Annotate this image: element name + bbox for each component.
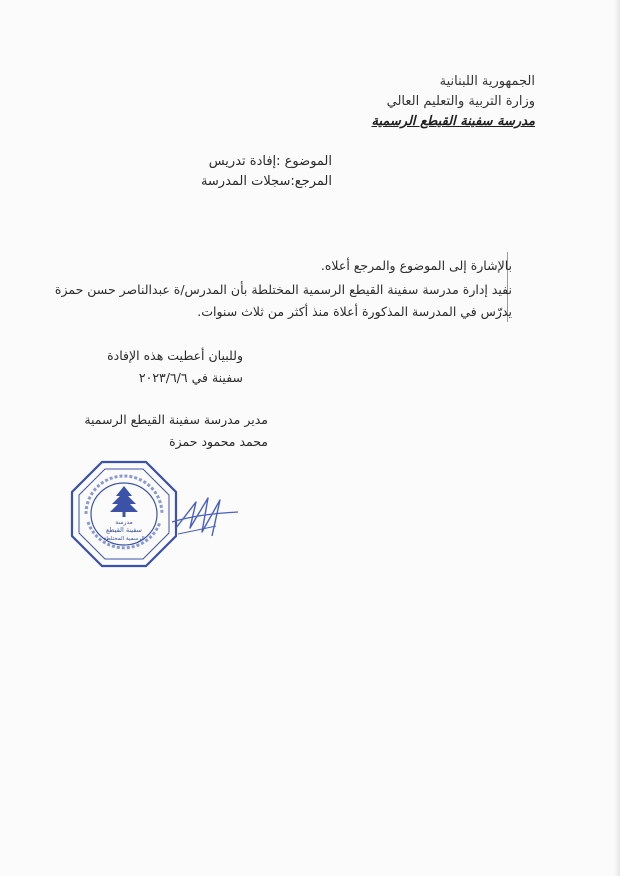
ministry-line: وزارة التربية والتعليم العالي bbox=[386, 94, 535, 109]
closing-line: وللبيان أعطيت هذه الإفادة bbox=[107, 348, 243, 363]
reference-line: المرجع:سجلات المدرسة bbox=[200, 174, 332, 189]
body-line-1: بالإشارة إلى الموضوع والمرجع أعلاه. bbox=[320, 258, 512, 273]
cedar-tree-icon bbox=[110, 486, 138, 517]
school-name-line: مدرسة سفينة القيطع الرسمية bbox=[371, 114, 535, 129]
signatory-title: مدير مدرسة سفينة القيطع الرسمية bbox=[84, 412, 268, 427]
handwritten-signature bbox=[168, 488, 248, 548]
body-line-2: نفيد إدارة مدرسة سفينة القيطع الرسمية المختلطة بأن المدرس/ة عبدالناصر حسن حمزة bbox=[54, 282, 512, 297]
page-edge-shadow bbox=[614, 0, 620, 876]
stamp-line-3: الرسمية المختلطة bbox=[103, 536, 145, 542]
subject-line: الموضوع :إفادة تدريس bbox=[208, 154, 332, 169]
stamp-line-1: مدرسة bbox=[115, 519, 133, 526]
body-line-3: يدرّس في المدرسة المذكورة أعلاة منذ أكثر من ثلاث سنوات. bbox=[197, 304, 512, 319]
signatory-name: محمد محمود حمزة bbox=[169, 434, 268, 449]
stamp-line-2: سفينة القيطع bbox=[105, 526, 143, 534]
official-stamp bbox=[70, 460, 178, 568]
republic-line: الجمهورية اللبنانية bbox=[439, 74, 535, 89]
date-line: سفينة في ٢٠٢٣/٦/٦ bbox=[138, 370, 243, 385]
